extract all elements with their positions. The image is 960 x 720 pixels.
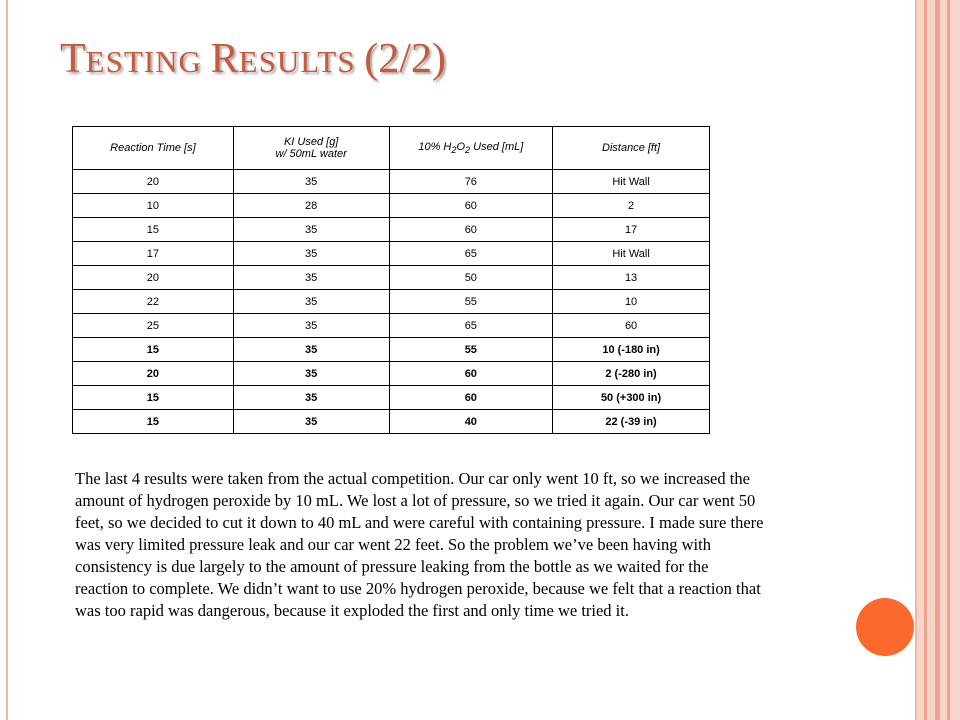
table-cell: 25 <box>73 314 234 338</box>
table-cell: 55 <box>389 338 553 362</box>
table-cell: 76 <box>389 170 553 194</box>
header-ki-used-line1: KI Used [g] <box>283 136 339 148</box>
table-cell: 60 <box>389 362 553 386</box>
table-cell: 50 (+300 in) <box>553 386 710 410</box>
decorative-circle <box>856 598 914 656</box>
table-cell: 20 <box>73 266 234 290</box>
table-cell: 20 <box>73 170 234 194</box>
table-cell: 35 <box>233 362 389 386</box>
header-h2o2-mid: O <box>456 140 466 153</box>
table-row <box>73 386 710 410</box>
table-cell: 22 <box>73 290 234 314</box>
table-cell: 15 <box>73 410 234 434</box>
results-paragraph: The last 4 results were taken from the actual competition. Our car only went 10 ft, so we increased the amount of hydrogen peroxide by 10 mL. We lost a lot of pressure, so we tried it again. Our car went 50 feet, so we decided to cut it down to 40 mL and were careful with containing pressure. I made sure there was very limited pressure leak and our car went 22 feet. So the problem we’ve been having with consistency is due largely to the amount of pressure leaking from the bottle as we waited for the reaction to complete. We didn’t want to use 20% hydrogen peroxide, because we felt that a reaction that was too rapid was dangerous, because it exploded the first and only time we tried it. <box>75 469 764 620</box>
header-h2o2-prefix: 10% H <box>418 140 452 153</box>
table-cell: 2 (-280 in) <box>553 362 710 386</box>
header-h2o2-sub: 2 <box>465 145 471 156</box>
table-cell: 28 <box>233 194 389 218</box>
table-cell: 35 <box>233 410 389 434</box>
table-cell: 60 <box>389 218 553 242</box>
table-header-row <box>73 127 710 170</box>
header-reaction-time: Reaction Time [s] <box>73 127 234 170</box>
table-cell: 20 <box>73 362 234 386</box>
table-cell: 50 <box>389 266 553 290</box>
table-cell: 13 <box>553 266 710 290</box>
title-segment: (2/2) <box>364 36 446 82</box>
header-ki-used <box>233 127 389 170</box>
results-table <box>72 126 710 434</box>
slide-title <box>60 38 446 80</box>
header-h2o2-used <box>389 127 553 170</box>
table-row <box>73 194 710 218</box>
title-segment: T <box>60 36 86 82</box>
header-h2o2-sub: 2 <box>451 145 457 156</box>
table-row <box>73 266 710 290</box>
table-cell: 10 <box>553 290 710 314</box>
table-cell: 22 (-39 in) <box>553 410 710 434</box>
table-cell: 60 <box>553 314 710 338</box>
table-cell: 15 <box>73 218 234 242</box>
table-cell: 15 <box>73 338 234 362</box>
table-cell: 60 <box>389 194 553 218</box>
table-cell: 35 <box>233 242 389 266</box>
table-row <box>73 170 710 194</box>
table-cell: 35 <box>233 338 389 362</box>
table-cell: Hit Wall <box>553 242 710 266</box>
table-cell: 17 <box>553 218 710 242</box>
header-ki-used-line2: w/ 50mL water <box>275 148 347 160</box>
decorative-stripe <box>924 0 927 720</box>
table-row <box>73 410 710 434</box>
table-row <box>73 314 710 338</box>
table-body <box>73 170 710 434</box>
table-cell: 35 <box>233 386 389 410</box>
table-row <box>73 218 710 242</box>
table-cell: 35 <box>233 266 389 290</box>
title-segment: ESTING <box>85 44 211 79</box>
decorative-stripe <box>935 0 940 720</box>
table-cell: 40 <box>389 410 553 434</box>
table-row <box>73 362 710 386</box>
header-distance: Distance [ft] <box>553 127 710 170</box>
table-cell: 15 <box>73 386 234 410</box>
table-cell: 55 <box>389 290 553 314</box>
table-cell: 35 <box>233 170 389 194</box>
table-cell: 65 <box>389 314 553 338</box>
table-cell: 10 (-180 in) <box>553 338 710 362</box>
table-cell: 2 <box>553 194 710 218</box>
table-cell: 17 <box>73 242 234 266</box>
table-cell: 35 <box>233 314 389 338</box>
table-cell: 10 <box>73 194 234 218</box>
decorative-stripe <box>947 0 950 720</box>
title-segment: R <box>210 36 239 82</box>
table-row <box>73 290 710 314</box>
table-cell: 65 <box>389 242 553 266</box>
table-cell: 35 <box>233 290 389 314</box>
table-row <box>73 338 710 362</box>
header-h2o2-suffix: Used [mL] <box>470 140 524 153</box>
title-segment: ESULTS <box>238 44 365 79</box>
table-cell: Hit Wall <box>553 170 710 194</box>
table-cell: 35 <box>233 218 389 242</box>
table-cell: 60 <box>389 386 553 410</box>
table-row <box>73 242 710 266</box>
